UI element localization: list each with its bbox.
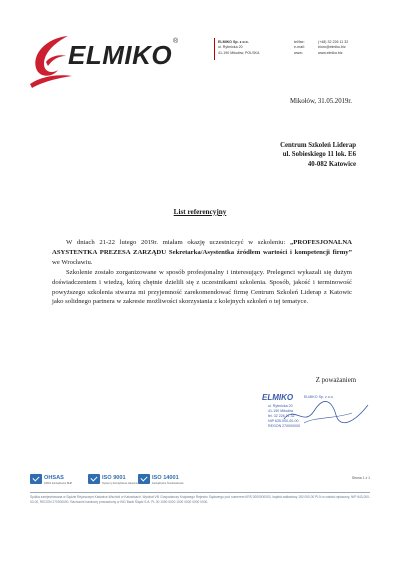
cert-label: ISO 9001 [102,475,126,481]
closing-salutation: Z poważaniem [315,377,356,384]
phone-label: tel/fax: [294,40,305,44]
company-city: 41-190 Mikołów, POLSKA [218,50,260,55]
recipient-street: ul. Sobieskiego 11 lok. E6 [282,151,356,159]
recipient-name: Centrum Szkoleń Liderap [280,142,356,149]
company-name: ELMIKO Sp. z o.o. [218,40,249,44]
stamp-brand: ELMIKO [262,393,294,402]
cert-sub: Systemy Zarządzania Jakością [102,482,138,485]
contact-labels [294,40,316,56]
cert-sub: 18001 Zarządzanie BHP [44,482,73,485]
header-divider [214,38,215,60]
stamp-line-5: NIP 635-000-00-00 [268,419,299,423]
footer-divider [30,492,370,493]
legal-footer: Spółka zarejestrowana w Sądzie Rejonowym Katowice-Wschód w Katowicach, Wydział VIII Gospodarczy Krajowego Rejestru Sądowego pod numerem KRS 0000000000, kapitał zakładowy 150 000,00 PLN w całości wpłacony, NIP 643-000-00-00, REGON 270000000. Rachunek bankowy prowadzony w ING Bank Śląski S.A. PL 00 1050 0000 1000 0000 0000 0000. [30,495,370,504]
cert-check-icon [88,474,100,484]
paragraph-1-end: we Wrocławiu. [52,258,93,266]
signature-icon [274,397,374,431]
registered-mark: ® [173,38,179,45]
paragraph-2: Szkolenie zostało zorganizowane w sposób profesjonalny i interesujący. Prelegenci wykazali się dużym doświadczeniem i wiedzą, którą chętnie dzielili się z uczestnikami szkolenia. Sposób, jakość i terminowość powyższego szkolenia stwarza mi przyjemność zarekomendować firmę Centrum Szkoleń Liderap z Katowic jako solidnego partnera w zakresie możliwości skorzystania z kolejnych szkoleń o tej tematyce. [52,268,352,306]
www-value: www.elmiko.biz [318,50,343,55]
cert-label: ISO 14001 [152,475,179,481]
stamp-line-1: ELMIKO Sp. z o.o. [304,395,334,399]
stamp-line-3: 41-190 Mikołów [268,409,294,413]
cert-check-icon [138,474,150,484]
cert-label: OHSAS [44,475,64,481]
paragraph-1 [52,238,352,268]
page-number: Strona 1 z 1 [351,476,370,480]
contact-values [318,40,378,56]
email-label: e-mail: [294,45,305,50]
www-label: www: [294,50,303,55]
stamp-line-4: tel. 32 226 11 32 [268,414,295,418]
company-stamp [254,393,374,433]
training-name: „PROFESJONALNA ASYSTENTKA PREZESA ZARZĄDU Sekretarka/Asystentka źródłem wartości i kompetencji firmy” [52,239,352,256]
letter-title: List referencyjny [173,208,227,216]
recipient-city: 40-082 Katowice [307,160,356,168]
letter-date: Mikołów, 31.05.2019r. [289,98,352,105]
stamp-line-2: ul. Rybnicka 20 [268,404,293,408]
company-logo [28,30,178,90]
email-value: biuro@elmiko.biz [318,45,346,50]
paragraph-1-start: W dniach 21-22 lutego 2019r. miałam okazję uczestniczyć w szkoleniu: [66,239,290,246]
company-address [218,40,288,56]
recipient-address [280,141,356,169]
phone-value: (+48) 32 226 11 32 [318,40,349,44]
company-street: ul. Rybnicka 20 [218,45,243,50]
stamp-line-6: REGON 270000000 [268,424,301,428]
cert-sub: Zarządzanie Środowiskowe [152,482,184,485]
cert-check-icon [30,474,42,484]
letter-body [52,238,352,307]
certifications [30,474,370,494]
logo-text: ELMIKO [68,40,173,70]
